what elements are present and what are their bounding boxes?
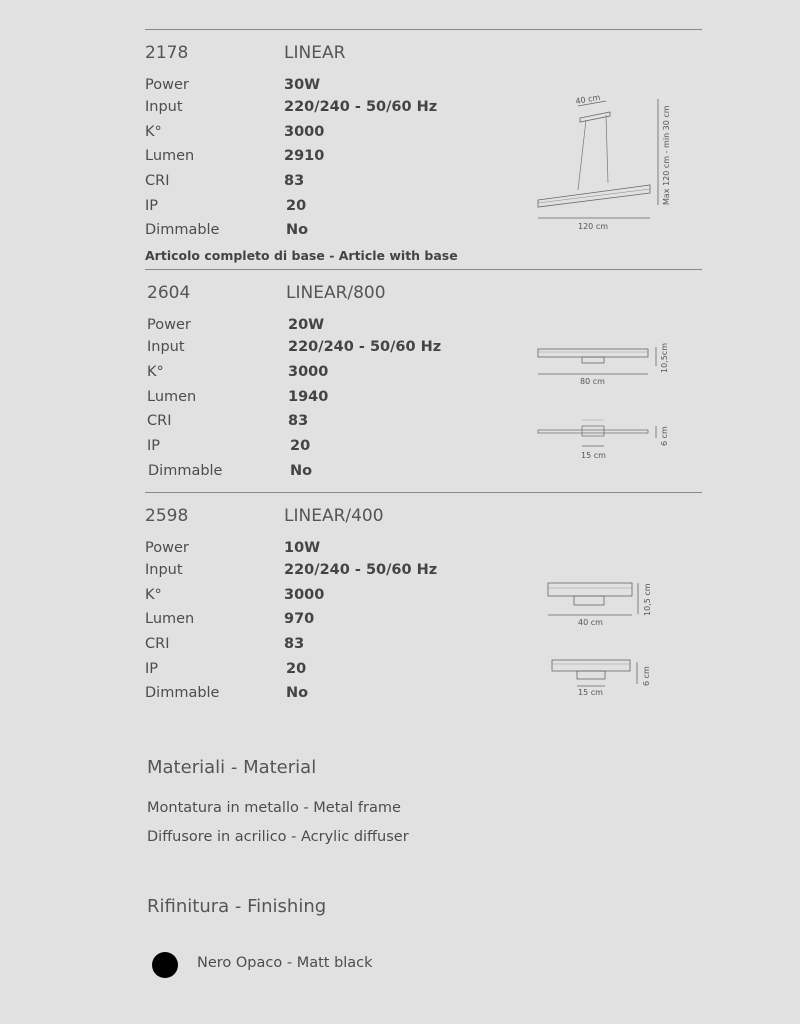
dimmable-label: Dimmable [148,463,223,479]
k-label: K° [145,587,162,603]
ip-value: 20 [286,198,307,214]
dim-side-width: 15 cm [581,451,606,460]
product-name: LINEAR/800 [286,283,386,303]
power-label: Power [147,317,191,333]
dimmable-value: No [290,463,313,479]
ip-label: IP [147,438,161,454]
ip-label: IP [145,661,159,677]
front-view-drawing [530,340,680,388]
lumen-label: Lumen [145,148,195,164]
lumen-value: 2910 [284,148,325,164]
materials-title: Materiali - Material [147,757,317,778]
cri-value: 83 [288,413,309,429]
lumen-value: 970 [284,611,315,627]
cri-label: CRI [145,173,170,189]
input-value: 220/240 - 50/60 Hz [288,339,442,355]
power-value: 30W [284,77,321,93]
dimmable-label: Dimmable [145,685,220,701]
divider-3 [145,492,702,493]
cri-value: 83 [284,636,305,652]
finishing-title: Rifinitura - Finishing [147,896,327,917]
lumen-label: Lumen [145,611,195,627]
dim-side-height: 6 cm [642,666,651,686]
product-code: 2598 [145,506,189,526]
cri-label: CRI [145,636,170,652]
k-value: 3000 [288,364,329,380]
lumen-value: 1940 [288,389,329,405]
product-code: 2604 [147,283,191,303]
color-swatch [152,952,178,978]
k-value: 3000 [284,124,325,140]
ip-value: 20 [290,438,311,454]
dim-front-width: 40 cm [578,618,603,627]
side-view-drawing [540,652,660,700]
dimmable-value: No [286,222,309,238]
input-label: Input [145,99,183,115]
input-label: Input [145,562,183,578]
dim-front-height: 10,5cm [660,342,669,373]
input-label: Input [147,339,185,355]
ip-value: 20 [286,661,307,677]
dim-height-label: Max 120 cm - min 30 cm [662,105,671,205]
product-name: LINEAR/400 [284,506,384,526]
dim-top-label: 40 cm [574,92,601,106]
power-value: 10W [284,540,321,556]
power-value: 20W [288,317,325,333]
product-note: Articolo completo di base - Article with base [145,248,458,263]
input-value: 220/240 - 50/60 Hz [284,99,438,115]
finishing-label: Nero Opaco - Matt black [197,955,373,971]
front-view-drawing [540,576,660,632]
k-label: K° [147,364,164,380]
cri-value: 83 [284,173,305,189]
dim-front-height: 10,5 cm [643,583,652,616]
dim-width-label: 120 cm [578,222,609,231]
dim-front-width: 80 cm [580,377,605,386]
material-line: Montatura in metallo - Metal frame [147,800,401,816]
k-value: 3000 [284,587,325,603]
divider-2 [145,269,702,270]
side-view-drawing [530,416,680,464]
material-line: Diffusore in acrilico - Acrylic diffuser [147,829,409,845]
dim-side-height: 6 cm [660,426,669,446]
cri-label: CRI [147,413,172,429]
product-name: LINEAR [284,43,346,63]
divider-top [145,29,702,30]
ip-label: IP [145,198,159,214]
lumen-label: Lumen [147,389,197,405]
input-value: 220/240 - 50/60 Hz [284,562,438,578]
dimmable-label: Dimmable [145,222,220,238]
pendant-drawing [530,85,680,235]
product-code: 2178 [145,43,189,63]
dim-side-width: 15 cm [578,688,603,697]
dimmable-value: No [286,685,309,701]
k-label: K° [145,124,162,140]
power-label: Power [145,540,189,556]
power-label: Power [145,77,189,93]
